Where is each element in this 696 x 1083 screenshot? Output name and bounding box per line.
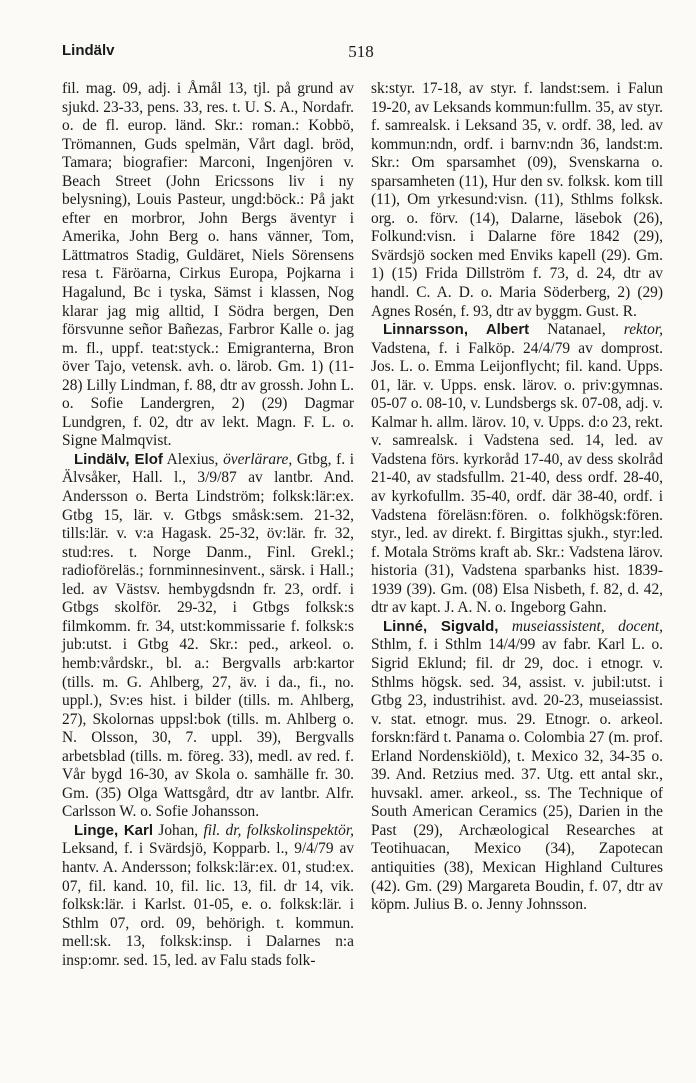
- entry-name: Linné, Sigvald,: [383, 617, 499, 635]
- biography-entry-lindalv: [62, 451, 354, 822]
- page-header: [62, 42, 660, 68]
- running-head: Lindälv: [62, 42, 115, 59]
- entry-text: Vadstena, f. i Falköp. 24/4/79 av domprost. Jos. L. o. Emma Leijonflycht; fil. kand. Upps. 01, lär. v. Upps. ensk. lärov. o. priv:gymnas. 05-07 o. 08-10, v. Lundsbergs sk. 07-08, adj. v. Kalmar h. allm. lärov. 10, v. Upps. d:o 23, rekt. v. samrealsk. i Vadstena sed. 14, led. av Vadstena förs. kyrkoråd 17-40, av dess skolråd 21-40, av stadsfullm. 21-40, dess ordf. 28-40, av kyrkofullm. 35-40, ordf. där 38-40, ordf. i Vadstena föreläsn:fören. o. folkhögsk:fören. styr., led. av direkt. f. Birgittas sjukh., styr:led. f. Motala Ströms kraft ab. Skr.: Vadstena lärov. historia (31), Vadstena sparbanks hist. 1839-1939 (39). Gm. (08) Elsa Nisbeth, f. 82, d. 42, dtr av kapt. J. A. N. o. Ingeborg Gahn.: [371, 339, 663, 617]
- entry-text: Gtbg, f. i Älvsåker, Hall. l., 3/9/87 av lantbr. And. Andersson o. Berta Lindström; folksk:lär:ex. Gtbg 15, lär. v. Gtbgs småsk:sem. 21-32, tills:lär. v. v:a Hagask. 25-32, öv:lär. fr. 32, stud:res. t. Norge Danm., Finl. Grekl.; radioföreläs.; fornminnesinvent., särsk. i Hall.; led. av Västsv. hembygdsndn fr. 23, ordf. i Gtbgs skolför. 29-32, i Gtbgs folksk:s filmkomm. fr. 34, utst:kommissarie f. folksk:s jub:utst. i Gtbg 42. Skr.: ped., arkeol. o. hemb:vårdskr., bl. a.: Bergvalls arb:kartor (tills. m. G. Ahlberg, 27, äv. i da., fi., no. uppl.), Sv:es hist. i bilder (tills. m. Ahlberg, 27), Skolornas uppsl:bok (tills. m. Ahlberg o. N. Olsson, 30, 7. uppl. 39), Bergvalls arbetsblad (tills. m. föreg. 33), medl. av red. f. Vår bygd 16-30, av Skola o. samhälle fr. 30. Gm. (35) Olga Wattsgård, dtr av lantbr. Alfr. Carlsson W. o. Sofie Johansson.: [62, 450, 355, 821]
- left-column: [62, 80, 354, 970]
- entry-text: Sthlm, f. i Sthlm 14/4/99 av fabr. Karl L. o. Sigrid Eklund; fil. dr 29, doc. i etnogr. v. Sthlms högsk. sed. 34, assist. v. jubil:utst. i Gtbg 23, industrihist. avd. 20-23, museiassist. v. stat. etnogr. mus. 29. Etnogr. o. arkeol. forskn:färd t. Panama o. Colombia 27 (m. prof. Erland Nordenskiöld), t. Mexico 32, 34-35 o. 39. And. Retzius med. 37. Utg. ett antal skr., huvsakl. amer. arkeol., ss. The Technique of South American Ceramics (25), Darien in the Past (29), Archæological Researches at Teotihuacan, Mexico (34), Zapotecan antiquities (38), Mexican Highland Cultures (42). Gm. (29) Margareta Boudin, f. 07, dtr av köpm. Julius B. o. Jenny Johnsson.: [371, 636, 663, 914]
- entry-title: museiassistent, docent,: [511, 617, 663, 635]
- entry-name: Linge, Karl: [74, 821, 154, 839]
- biography-entry-linge: [62, 822, 354, 970]
- right-column: [371, 80, 663, 915]
- entry-given-name: Johan,: [158, 821, 199, 839]
- entry-title: rektor,: [623, 321, 663, 339]
- entry-title: fil. dr, folkskolinspektör,: [203, 821, 354, 839]
- continued-entry-text: sk:styr. 17-18, av styr. f. landst:sem. i Falun 19-20, av Leksands kommun:fullm. 35, av styr. f. samrealsk. i Leksand 35, v. ordf. 38, led. av kommun:ndn, ordf. i barnv:ndn 36, landst:m. Skr.: Om sparsamhet (09), Svenskarna o. sparsamheten (11), Hur den sv. folksk. kom till (11), Om yrkesund:visn. (11), Sthlms folksk. org. o. förv. (14), Dalarne, läsebok (26), Folkund:visn. i Dalarne före 1842 (29), Svärdsjö socken med Enviks kapell (29). Gm. 1) (15) Frida Dillström f. 73, d. 24, dtr av handl. C. A. D. o. Maria Söderberg, 2) (29) Agnes Rosén, f. 93, dtr av byggm. Gust. R.: [371, 80, 663, 320]
- entry-name: Lindälv, Elof: [74, 450, 163, 468]
- entry-text: Leksand, f. i Svärdsjö, Kopparb. l., 9/4/79 av hantv. A. Andersson; folksk:lär:ex. 01, stud:ex. 07, fil. kand. 10, fil. lic. 13, fil. dr 14, vik. folksk:lär. i Karlst. 01-05, e. o. folksk:lär. i Sthlm 07, ord. 09, behörigh. t. kommun. mell:sk. 13, folksk:insp. i Dalarnes n:a insp:omr. sed. 15, led. av Falu stads folk-: [62, 840, 354, 969]
- page-number: 518: [348, 42, 374, 61]
- biography-entry-linnarsson: [371, 321, 663, 618]
- entry-given-name: Natanael,: [547, 321, 606, 339]
- entry-title: överlärare,: [223, 450, 293, 468]
- entry-name: Linnarsson, Albert: [383, 321, 530, 339]
- biography-entry-linne: [371, 618, 663, 915]
- entry-given-name: Alexius,: [166, 450, 219, 468]
- continued-entry-text: fil. mag. 09, adj. i Åmål 13, tjl. på grund av sjukd. 23-33, pens. 33, res. t. U. S. A., Nordafr. o. de fl. europ. länd. Skr.: roman.: Kobbö, Trömannen, Guds spelmän, Vårt dagl. bröd, Tamara; biografier: Marconi, Ingenjören v. Beach Street (John Ericssons liv i ny belysning), Louis Pasteur, ungd:böck.: På jakt efter en morbror, John Bergs äventyr i Amerika, John Berg o. hans vänner, Tom, Lättmatros Stadig, Guldäret, Niels Sörensens resa t. Färöarna, Cirkus Europa, Pojkarna i Hagalund, Bc i tyska, Sämst i klassen, Nog klarar jag mig alltid, I Södra bergen, Den försvunne señor Bañezas, Farbror Kalle o. jag m. fl., uppf. teat:styck.: Emigranterna, Bron över Tajo, vetensk. avh. o. lärob. Gm. 1) (11-28) Lilly Lindman, f. 88, dtr av grossh. John L. o. Sofie Landergren, 2) (29) Dagmar Lundgren, f. 02, dtr av lekt. Magn. F. L. o. Signe Malmqvist.: [62, 80, 354, 450]
